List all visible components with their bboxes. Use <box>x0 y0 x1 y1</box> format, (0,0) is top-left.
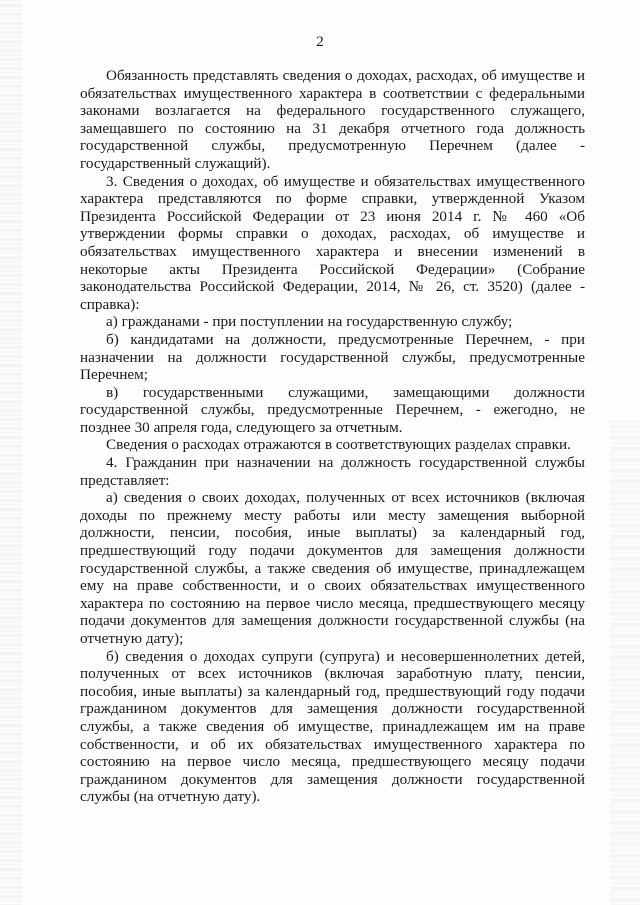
paragraph-4b: б) сведения о доходах супруги (супруга) и несовершеннолетних детей, полученных от всех источников (включая заработную плату, пенсии, пособия, иные выплаты) за календарный год, предшествующий году подачи гражданином документов для замещения должности государственной службы, а также сведения об имуществе, принадлежащем им на праве собственности, и об их обязательствах имущественного характера по состоянию на первое число месяца, предшествующего месяцу подачи гражданином документов для замещения должности государственной службы (на отчетную дату). <box>80 647 585 806</box>
paragraph-3v: в) государственными служащими, замещающими должности государственной службы, предусмотренные Перечнем, - ежегодно, не позднее 30 апреля года, следующего за отчетным. <box>80 383 585 436</box>
paragraph-3a: а) гражданами - при поступлении на государственную службу; <box>106 313 513 331</box>
page-number: 2 <box>316 34 324 50</box>
paragraph-3b: б) кандидатами на должности, предусмотренные Перечнем, - при назначении на должности государственной службы, предусмотренные Перечнем; <box>80 330 585 384</box>
paragraph-4a: а) сведения о своих доходах, полученных от всех источников (включая доходы по прежнему месту работы или месту замещения выборной должности, пенсии, пособия, иные выплаты) за календарный год, предшествующий году подачи документов для замещения должности государственной службы, а также сведения об имуществе, принадлежащем ему на праве собственности, и о своих обязательствах имущественного характера по состоянию на первое число месяца, предшествующего месяцу подачи документов для замещения должности государственной службы (на отчетную дату); <box>80 489 585 647</box>
document-body <box>80 67 585 806</box>
paragraph-3: 3. Сведения о доходах, об имуществе и обязательствах имущественного характера представляются по форме справки, утвержденной Указом Президента Российской Федерации от 23 июня 2014 г. № 460 «Об утверждении формы справки о доходах, расходах, об имуществе и обязательствах имущественного характера и внесении изменений в некоторые акты Президента Российской Федерации» (Собрание законодательства Российской Федерации, 2014, № 26, ст. 3520) (далее - справка): <box>80 172 585 313</box>
scan-edge-left <box>0 0 22 905</box>
paragraph-4: 4. Гражданин при назначении на должность государственной службы представляет: <box>80 454 585 489</box>
scan-edge-right <box>610 420 640 905</box>
paragraph-obligation: Обязанность представлять сведения о доходах, расходах, об имуществе и обязательствах имущественного характера в соответствии с федеральными законами возлагается на федерального государственного служащего, замещавшего по состоянию на 31 декабря отчетного года должность государственной службы, предусмотренную Перечнем (далее - государственный служащий). <box>80 67 585 172</box>
paragraph-expenses: Сведения о расходах отражаются в соответствующих разделах справки. <box>106 436 571 454</box>
